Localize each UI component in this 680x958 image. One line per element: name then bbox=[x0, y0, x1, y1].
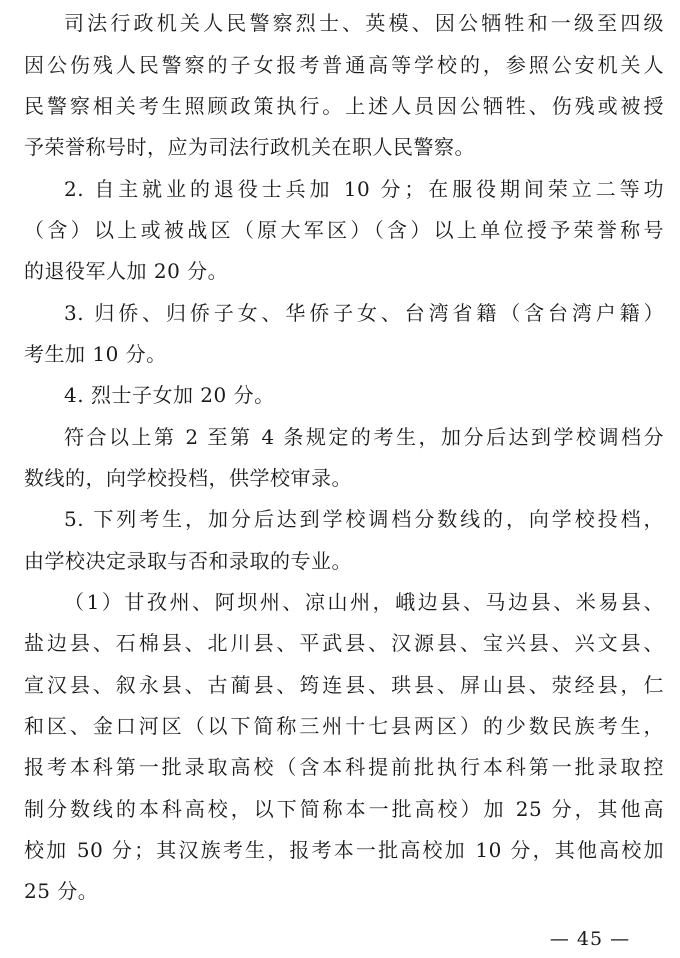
text-line-2: 因公伤残人民警察的子女报考普通高等学校的，参照公安机关人 bbox=[24, 53, 664, 77]
text-line-8: 3. 归侨、归侨子女、华侨子女、台湾省籍（含台湾户籍） bbox=[64, 301, 664, 325]
text-line-14: 由学校决定录取与否和录取的专业。 bbox=[24, 549, 352, 573]
text-line-11: 符合以上第 2 至第 4 条规定的考生，加分后达到学校调档分 bbox=[64, 425, 664, 449]
page-number: — 45 — bbox=[549, 928, 631, 950]
text-line-13: 5. 下列考生，加分后达到学校调档分数线的，向学校投档， bbox=[64, 507, 664, 531]
text-line-10: 4. 烈士子女加 20 分。 bbox=[64, 383, 275, 407]
text-line-17: 宣汉县、叙永县、古蔺县、筠连县、珙县、屏山县、荥经县，仁 bbox=[24, 673, 664, 697]
text-line-1: 司法行政机关人民警察烈士、英模、因公牺牲和一级至四级 bbox=[64, 11, 664, 35]
text-line-12: 数线的，向学校投档，供学校审录。 bbox=[24, 466, 352, 490]
text-line-6: （含）以上或被战区（原大军区）（含）以上单位授予荣誉称号 bbox=[24, 218, 664, 242]
text-line-3: 民警察相关考生照顾政策执行。上述人员因公牺牲、伤残或被授 bbox=[24, 94, 664, 118]
text-line-9: 考生加 10 分。 bbox=[24, 342, 167, 366]
text-line-21: 校加 50 分；其汉族考生，报考本一批高校加 10 分，其他高校加 bbox=[24, 838, 664, 862]
text-line-15: （1）甘孜州、阿坝州、凉山州，峨边县、马边县、米易县、 bbox=[64, 590, 664, 614]
text-line-22: 25 分。 bbox=[24, 879, 99, 903]
text-line-18: 和区、金口河区（以下简称三州十七县两区）的少数民族考生， bbox=[24, 714, 664, 738]
text-line-5: 2. 自主就业的退役士兵加 10 分；在服役期间荣立二等功 bbox=[64, 177, 664, 201]
text-line-16: 盐边县、石棉县、北川县、平武县、汉源县、宝兴县、兴文县、 bbox=[24, 631, 664, 655]
text-line-7: 的退役军人加 20 分。 bbox=[24, 259, 229, 283]
text-line-19: 报考本科第一批录取高校（含本科提前批执行本科第一批录取控 bbox=[24, 755, 664, 779]
text-line-4: 予荣誉称号时，应为司法行政机关在职人民警察。 bbox=[24, 135, 475, 159]
text-line-20: 制分数线的本科高校，以下简称本一批高校）加 25 分，其他高 bbox=[24, 797, 664, 821]
